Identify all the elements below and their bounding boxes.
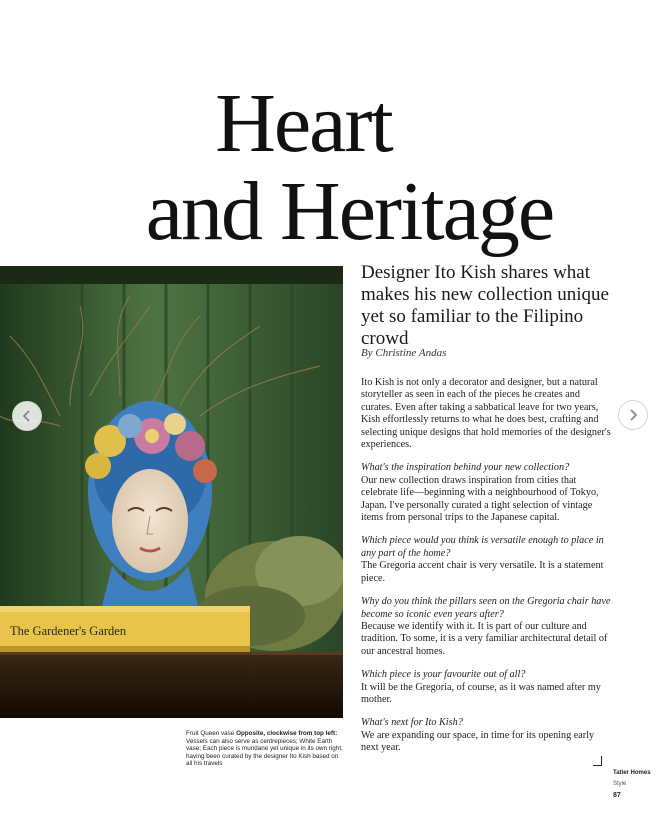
- article-body: [361, 377, 611, 766]
- byline: By Christine Andas: [361, 347, 447, 359]
- chevron-left-icon: [21, 410, 33, 422]
- page-number: 87: [613, 792, 621, 799]
- article-subhead: Designer Ito Kish shares what makes his new collection unique yet so familiar to the Filipino crowd: [361, 262, 609, 349]
- end-of-article-mark: [593, 756, 602, 766]
- question-4: Which piece is your favourite out of all?: [361, 669, 526, 681]
- question-3: Why do you think the pillars seen on the Gregoria chair have become so iconic even years after?: [361, 596, 611, 620]
- caption-rest: Vessels can also serve as centrepieces; White Earth vase; Each piece is mundane yet unique in its own right, having been curated by the designer Ito Kish based on all his travels: [186, 737, 343, 768]
- photo-caption: [186, 730, 346, 768]
- question-5: What's next for Ito Kish?: [361, 717, 463, 729]
- previous-image-button[interactable]: [12, 401, 42, 431]
- answer-4: It will be the Gregoria, of course, as it was named after my mother.: [361, 681, 601, 705]
- section-name: Style: [613, 781, 627, 787]
- vase-photo-illustration: [0, 266, 343, 718]
- answer-2: The Gregoria accent chair is very versatile. It is a statement piece.: [361, 560, 604, 584]
- answer-3: Because we identify with it. It is part of our culture and tradition. To some, it is a very familiar architectural detail of our ancestral homes.: [361, 620, 608, 657]
- feature-photo: [0, 266, 343, 718]
- headline-line-1: Heart: [215, 77, 392, 170]
- chevron-right-icon: [627, 409, 639, 421]
- caption-bold: Opposite, clockwise from top left:: [236, 730, 338, 737]
- answer-1: Our new collection draws inspiration from cities that celebrate life—beginning with a neighbourhood of Tokyo, Japan. I've personally curated a tight selection of vintage items from personal trips to the Japanese capital.: [361, 474, 599, 524]
- question-2: Which piece would you think is versatile enough to place in any part of the home?: [361, 535, 604, 559]
- magazine-name: Tatler Homes: [613, 770, 651, 776]
- headline-line-2: and Heritage: [145, 165, 554, 258]
- caption-lead: Fruit Queen vase: [186, 730, 235, 737]
- book-title: The Gardener's Garden: [10, 624, 127, 638]
- intro-paragraph: Ito Kish is not only a decorator and designer, but a natural storyteller as seen in each of the pieces he creates and curates. Even after taking a sabbatical leave for two years, Kish effortlessly returns to what he does best, crafting and selecting unique designs that hold memories of the designer's experiences.: [361, 377, 611, 451]
- next-image-button[interactable]: [618, 400, 648, 430]
- page-folio: [613, 770, 653, 799]
- answer-5: We are expanding our space, in time for its opening early next year.: [361, 729, 595, 754]
- question-1: What's the inspiration behind your new collection?: [361, 462, 570, 474]
